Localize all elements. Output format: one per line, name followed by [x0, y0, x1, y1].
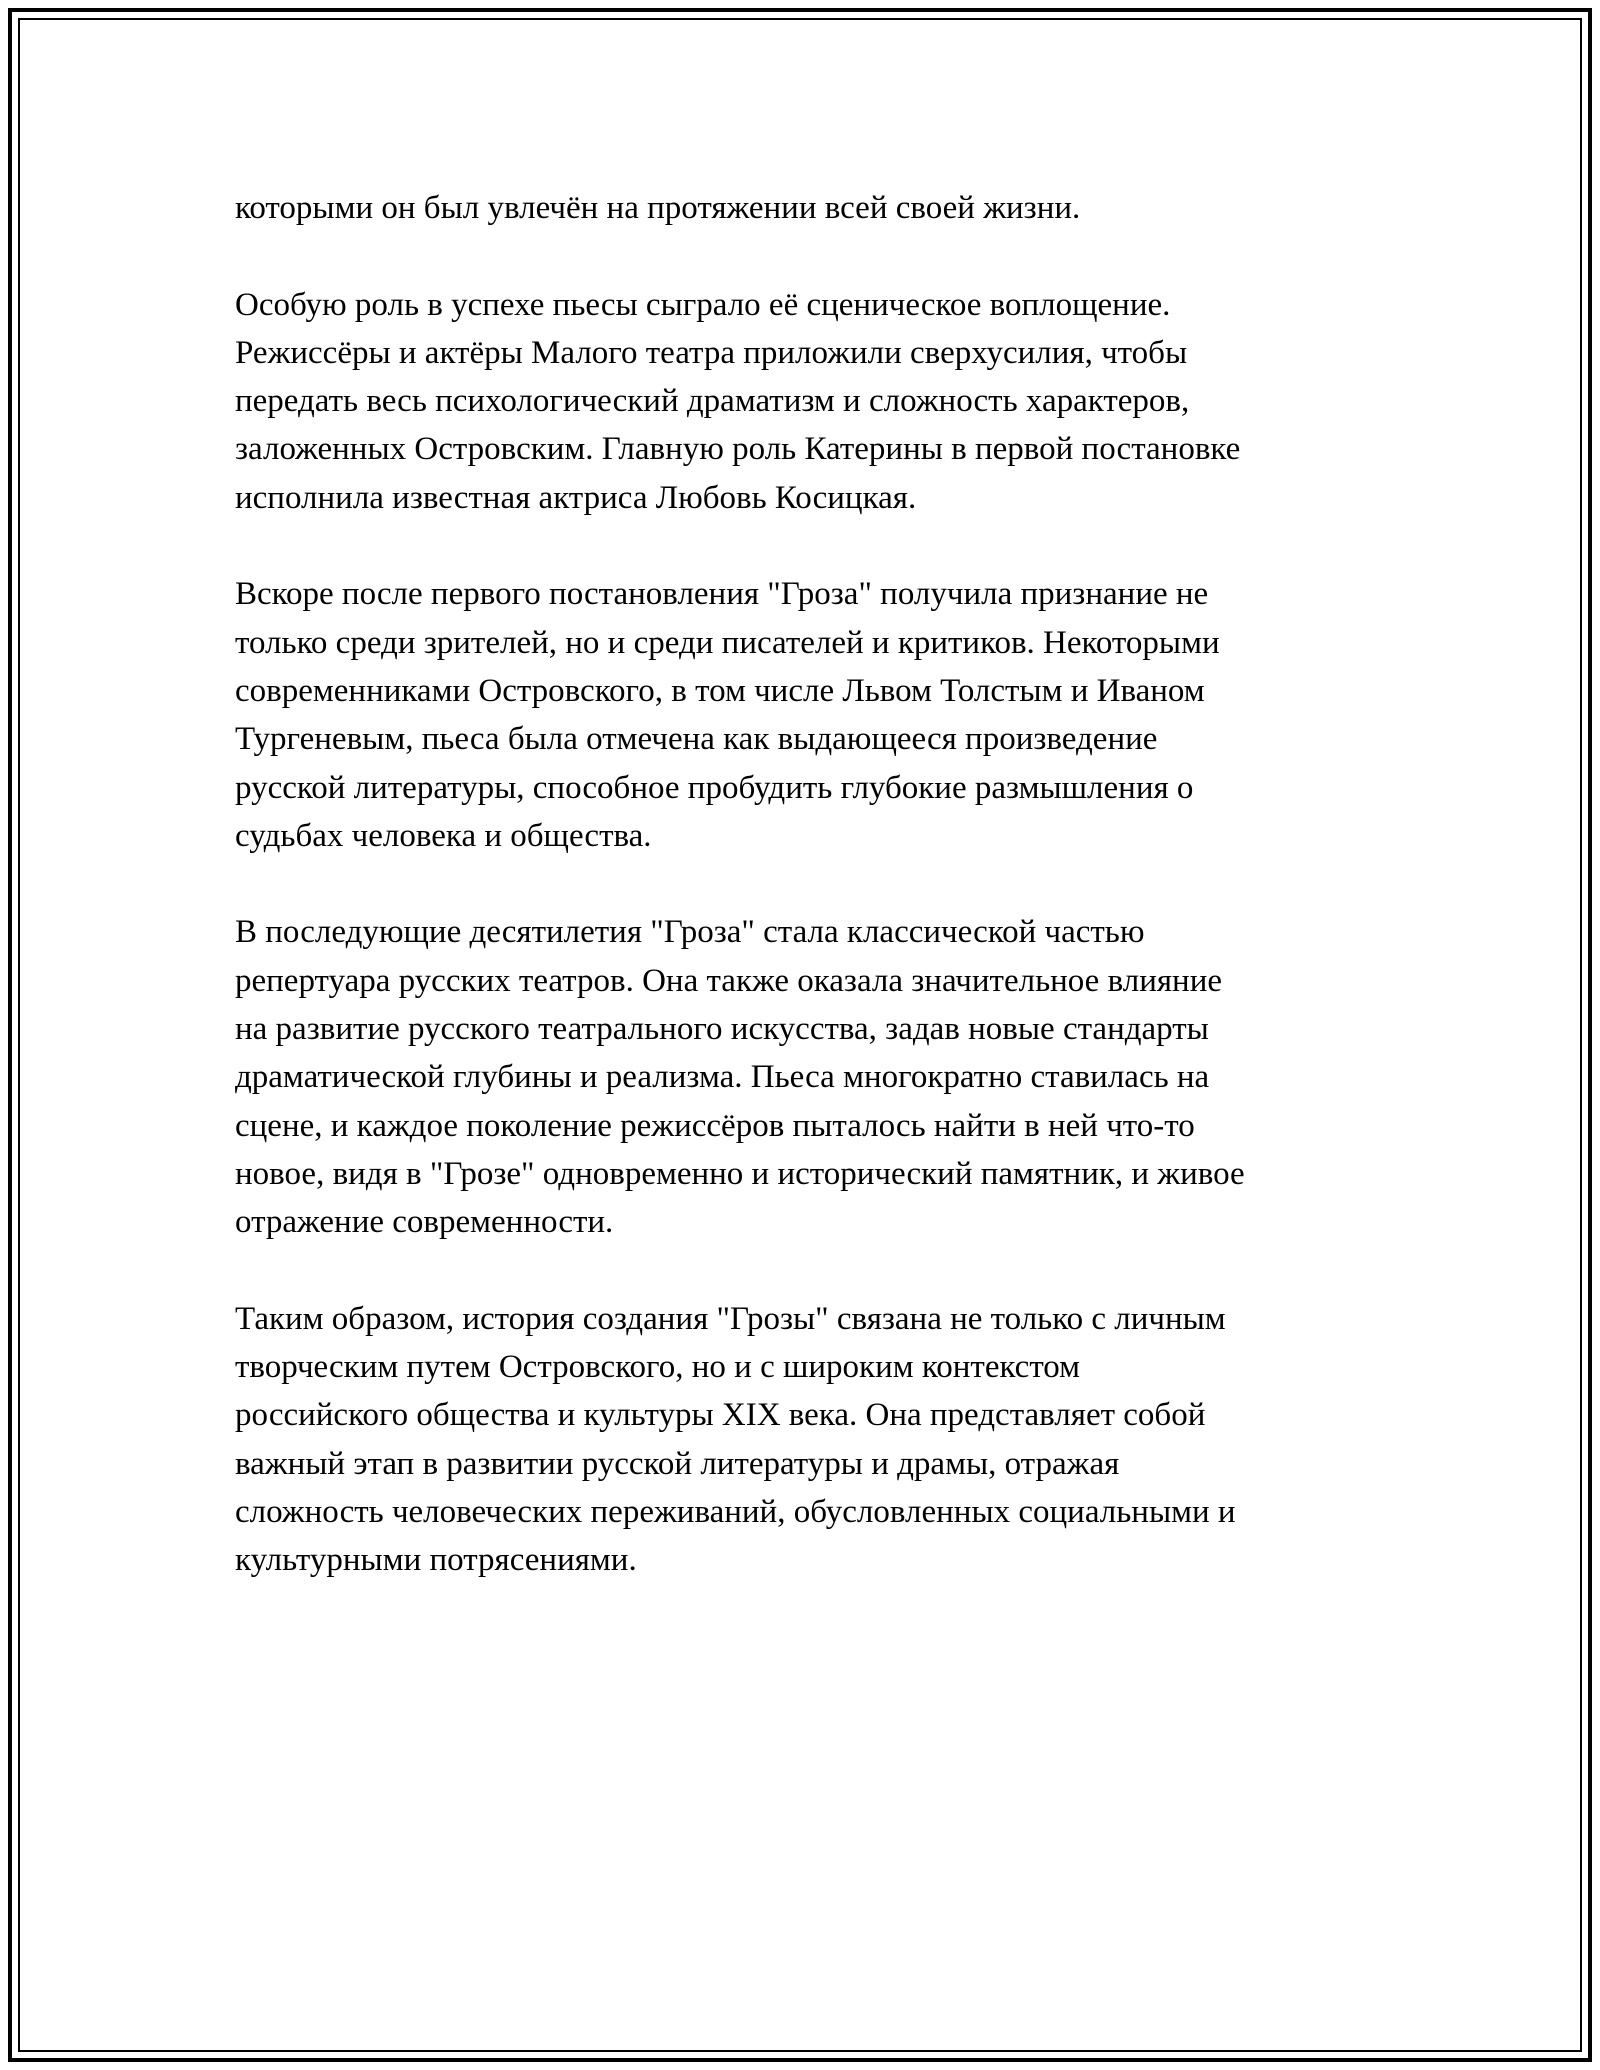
paragraph-2: Особую роль в успехе пьесы сыграло её сценическое воплощение. Режиссёры и актёры Малого театра приложили сверхусилия, чтобы передать весь психологический драматизм и сложность характеров, заложенных Островским. Главную роль Катерины в первой постановке исполнила известная актриса Любовь Косицкая. — [235, 286, 1241, 516]
paragraph-1: которыми он был увлечён на протяжении всей своей жизни. — [235, 190, 1081, 226]
document-body — [235, 184, 1385, 1633]
paragraph-5: Таким образом, история создания "Грозы" связана не только с личным творческим путем Островского, но и с широким контекстом российского общества и культуры XIX века. Она представляет собой важный этап в развитии русской литературы и драмы, отражая сложность человеческих переживаний, обусловленных социальными и культурными потрясениями. — [235, 1300, 1236, 1579]
paragraph-3: Вскоре после первого постановления "Гроза" получила признание не только среди зрителей, но и среди писателей и критиков. Некоторыми современниками Островского, в том числе Львом Толстым и Иваном Тургеневым, пьеса была отмечена как выдающееся произведение русской литературы, способное пробудить глубокие размышления о судьбах человека и общества. — [235, 576, 1220, 854]
paragraph-4: В последующие десятилетия "Гроза" стала классической частью репертуара русских театров. Она также оказала значительное влияние на развитие русского театрального искусства, задав новые стандарты драматической глубины и реализма. Пьеса многократно ставилась на сцене, и каждое поколение режиссёров пыталось найти в ней что-то новое, видя в "Грозе" одновременно и исторический памятник, и живое отражение современности. — [235, 914, 1245, 1241]
